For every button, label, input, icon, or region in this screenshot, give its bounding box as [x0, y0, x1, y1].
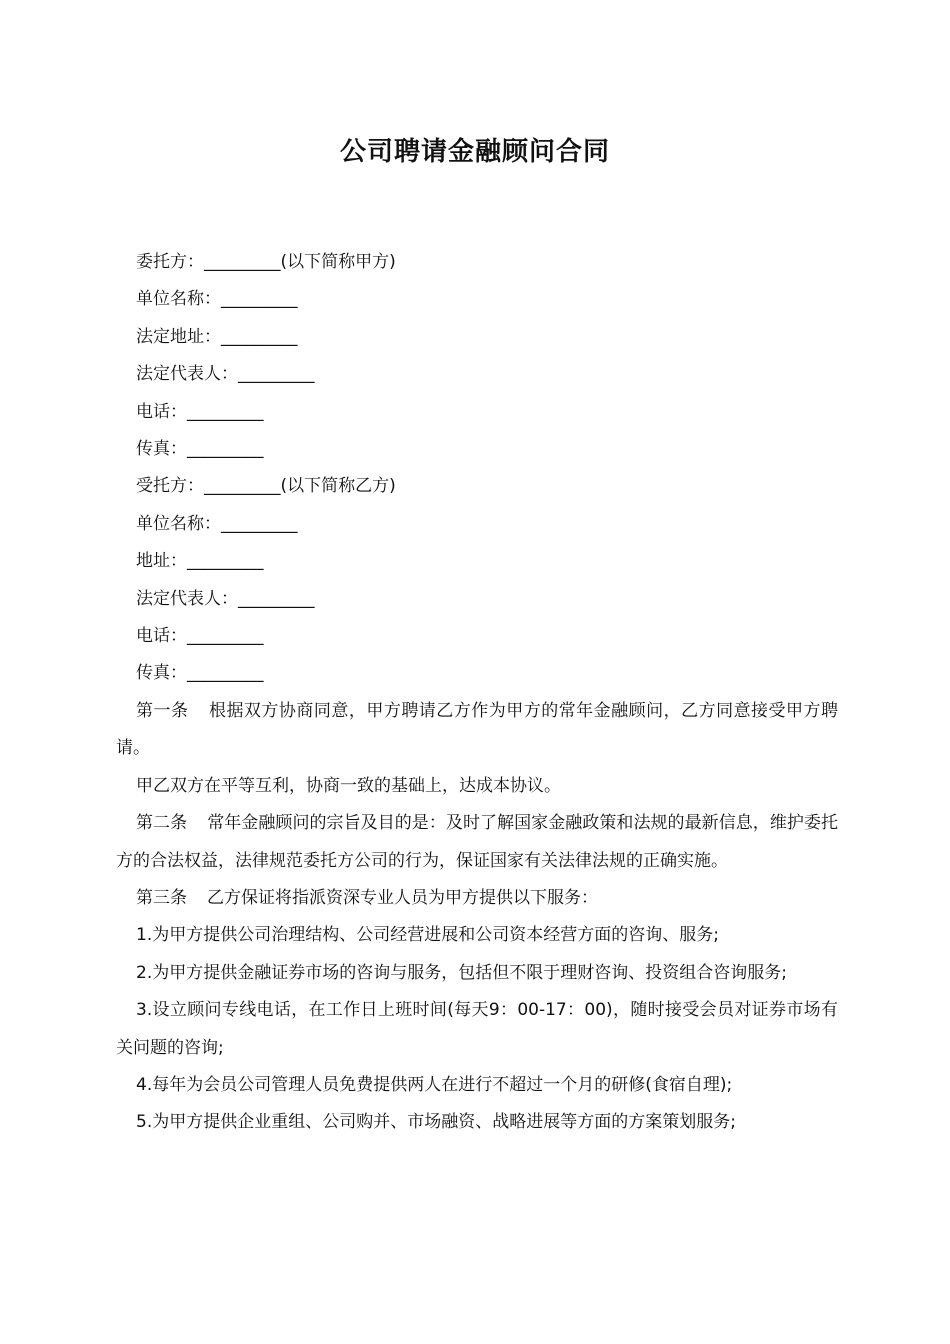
article-3-item-3: 3.设立顾问专线电话，在工作日上班时间(每天9：00-17：00)，随时接受会员对证券市场有关问题的咨询;: [116, 1000, 838, 1058]
article-1: [116, 693, 838, 768]
party-b-representative: 法定代表人：_________: [136, 588, 315, 609]
article-1-label: 第一条: [136, 700, 189, 721]
article-3-item-4: 4.每年为会员公司管理人员免费提供两人在进行不超过一个月的研修(食宿自理);: [136, 1074, 733, 1095]
party-b-header: 受托方：_________(以下简称乙方): [136, 476, 396, 497]
party-a-header: 委托方：_________(以下简称甲方): [136, 252, 396, 272]
contract-body: [116, 244, 838, 1142]
article-1-text: 根据双方协商同意，甲方聘请乙方作为甲方的常年金融顾问，乙方同意接受甲方聘请。: [116, 700, 839, 759]
party-a-address: 法定地址：_________: [136, 326, 298, 347]
article-3-item-5: 5.为甲方提供企业重组、公司购并、市场融资、战略进展等方面的方案策划服务;: [136, 1112, 736, 1133]
party-b-address: 地址：_________: [136, 551, 264, 572]
article-3-label: 第三条: [136, 887, 187, 908]
party-a-phone: 电话：_________: [136, 401, 264, 422]
article-3-item-2: 2.为甲方提供金融证券市场的咨询与服务，包括但不限于理财咨询、投资组合咨询服务;: [136, 962, 787, 983]
article-2-label: 第二条: [136, 813, 188, 834]
article-3-item-1: 1.为甲方提供公司治理结构、公司经营进展和公司资本经营方面的咨询、服务;: [136, 925, 719, 946]
article-3-text: 乙方保证将指派资深专业人员为甲方提供以下服务：: [207, 887, 598, 908]
party-b-phone: 电话：_________: [136, 626, 264, 647]
party-a-unit-name: 单位名称：_________: [136, 289, 298, 310]
party-a-fax: 传真：_________: [136, 439, 264, 460]
article-2: [116, 805, 838, 880]
agreement-basis: 甲乙双方在平等互利，协商一致的基础上，达成本协议。: [136, 775, 561, 796]
document-title: 公司聘请金融顾问合同: [339, 137, 610, 167]
party-a-representative: 法定代表人：_________: [136, 364, 315, 385]
article-3: [116, 880, 838, 917]
article-2-text: 常年金融顾问的宗旨及目的是：及时了解国家金融政策和法规的最新信息，维护委托方的合法权益，法律规范委托方公司的行为，保证国家有关法律法规的正确实施。: [116, 813, 839, 871]
party-b-unit-name: 单位名称：_________: [136, 513, 298, 534]
party-b-fax: 传真：_________: [136, 663, 264, 684]
